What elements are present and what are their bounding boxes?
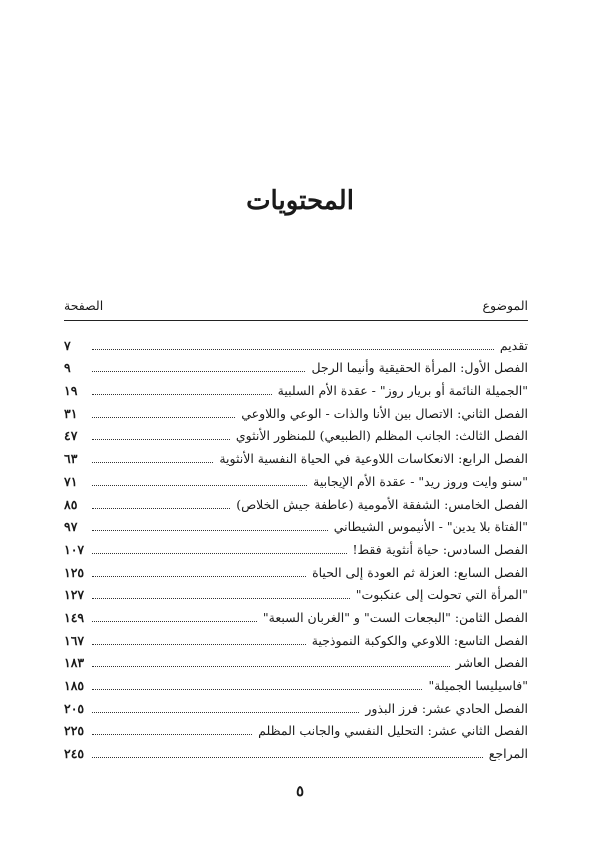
- toc-entry-page: ١٦٧: [64, 632, 85, 648]
- toc-entry-page: ٦٣: [64, 451, 78, 467]
- toc-entry-label: "المرأة التي تحولت إلى عنكبوت": [355, 587, 528, 603]
- toc-entry: [64, 672, 528, 695]
- toc-entry-page: ٢٠٥: [64, 700, 85, 716]
- toc-entry-label: الفصل التاسع: اللاوعي والكوكبة النموذجية: [311, 632, 528, 648]
- toc-entry-label: الفصل الأول: المرأة الحقيقية وأنيما الرجل: [311, 360, 528, 376]
- toc-entry: [64, 491, 528, 514]
- toc-entry: [64, 536, 528, 559]
- toc-entry: [64, 377, 528, 400]
- toc-entry-page: ١٨٣: [64, 655, 85, 671]
- toc-entry-label: الفصل الثالث: الجانب المظلم (الطبيعي) للمنظور الأنثوي: [235, 428, 528, 444]
- page-column-header: الصفحة: [64, 298, 104, 313]
- subject-column-header: الموضوع: [482, 298, 528, 313]
- toc-entry: [64, 468, 528, 491]
- toc-entry-page: ١٤٩: [64, 609, 85, 625]
- toc-entry-label: تقديم: [499, 337, 528, 353]
- toc-entry-label: الفصل الرابع: الانعكاسات اللاوعية في الحياة النفسية الأنثوية: [219, 451, 528, 467]
- toc-entry-label: المراجع: [488, 746, 528, 762]
- toc-entry-label: الفصل السابع: العزلة ثم العودة إلى الحياة: [312, 564, 528, 580]
- toc-entry: [64, 400, 528, 423]
- toc-entry-page: ٧١: [64, 473, 78, 489]
- page-title: المحتويات: [246, 186, 354, 216]
- dot-leader: [92, 417, 235, 418]
- dot-leader: [92, 644, 306, 645]
- toc-entry-label: "الجميلة النائمة أو بريار روز" - عقدة الأم السلبية: [277, 383, 528, 399]
- toc-entry-page: ٢٢٥: [64, 723, 85, 739]
- toc-entry-label: الفصل الحادي عشر: فرز البذور: [365, 700, 528, 716]
- dot-leader: [92, 576, 306, 577]
- toc-entry-page: ١٨٥: [64, 678, 85, 693]
- dot-leader: [92, 508, 230, 509]
- toc-entry-page: ٣١: [64, 405, 78, 421]
- toc-entry-label: "الفتاة بلا يدين" - الأنيموس الشيطاني: [333, 519, 528, 535]
- dot-leader: [92, 439, 230, 440]
- page-number: ٥: [295, 782, 305, 800]
- dot-leader: [92, 666, 450, 667]
- dot-leader: [92, 485, 307, 486]
- toc-entry-page: ٩: [64, 360, 71, 376]
- dot-leader: [92, 349, 494, 350]
- toc-entry-page: ١٢٥: [64, 564, 85, 580]
- toc-entry-page: ٩٧: [64, 519, 78, 535]
- dot-leader: [92, 553, 347, 554]
- toc-entry-label: الفصل الثاني: الاتصال بين الأنا والذات - الوعي واللاوعي: [241, 405, 528, 421]
- table-of-contents: [64, 332, 528, 763]
- dot-leader: [92, 462, 213, 463]
- toc-entry-label: الفصل الثاني عشر: التحليل النفسي والجانب المظلم: [258, 723, 528, 739]
- dot-leader: [92, 530, 328, 531]
- dot-leader: [92, 394, 272, 395]
- dot-leader: [92, 598, 350, 599]
- toc-entry-page: ١٠٧: [64, 541, 85, 557]
- toc-entry-page: ٧: [64, 337, 71, 353]
- toc-entry-label: الفصل الثامن: "البجعات الست" و "الغربان السبعة": [262, 609, 528, 625]
- toc-entry-label: الفصل السادس: حياة أنثوية فقط!: [352, 541, 528, 557]
- dot-leader: [92, 757, 483, 758]
- toc-entry: [64, 740, 528, 763]
- toc-entry: [64, 445, 528, 468]
- toc-entry: [64, 355, 528, 378]
- toc-entry-page: ٢٤٥: [64, 746, 85, 762]
- dot-leader: [92, 712, 359, 713]
- toc-entry-label: الفصل العاشر: [455, 655, 528, 671]
- toc-entry-page: ٨٥: [64, 496, 78, 512]
- toc-entry: [64, 514, 528, 537]
- dot-leader: [92, 689, 422, 690]
- toc-header: [64, 298, 528, 318]
- toc-entry-page: ١٢٧: [64, 587, 85, 603]
- toc-entry-label: "سنو وايت وروز ريد" - عقدة الأم الإيجابية: [313, 473, 528, 489]
- toc-entry: [64, 423, 528, 446]
- toc-entry: [64, 650, 528, 673]
- toc-entry: [64, 559, 528, 582]
- header-divider: [64, 320, 528, 321]
- dot-leader: [92, 621, 257, 622]
- toc-entry: [64, 582, 528, 605]
- toc-entry-label: الفصل الخامس: الشفقة الأمومية (عاطفة جيش الخلاص): [236, 496, 528, 512]
- toc-entry-page: ٤٧: [64, 428, 78, 444]
- toc-entry: [64, 604, 528, 627]
- dot-leader: [92, 734, 252, 735]
- toc-entry: [64, 627, 528, 650]
- toc-entry-label: "فاسيليسا الجميلة": [428, 678, 528, 693]
- toc-entry: [64, 695, 528, 718]
- toc-entry-page: ١٩: [64, 383, 78, 399]
- toc-entry: [64, 332, 528, 355]
- dot-leader: [92, 371, 305, 372]
- toc-entry: [64, 718, 528, 741]
